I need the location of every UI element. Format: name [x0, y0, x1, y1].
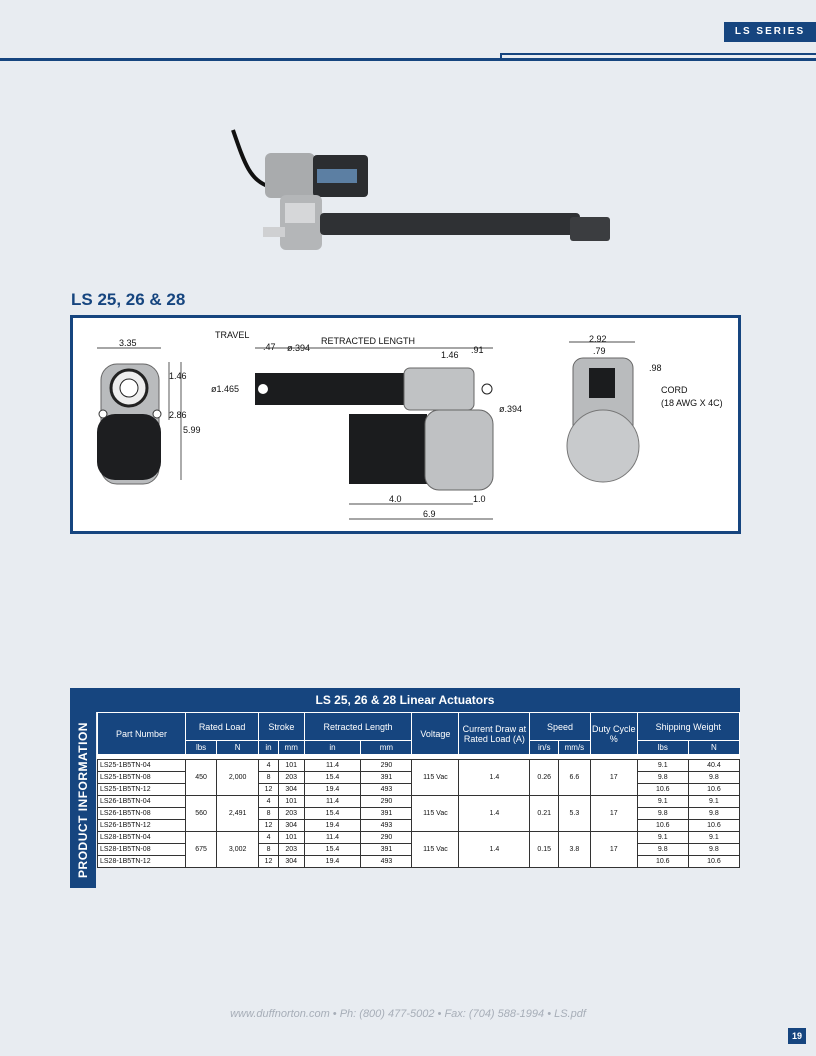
weight-n-cell: 9.8 — [688, 772, 739, 784]
page-number: 19 — [788, 1028, 806, 1044]
weight-n-cell: 10.6 — [688, 820, 739, 832]
weight-n-cell: 10.6 — [688, 784, 739, 796]
header-rule-short — [500, 53, 816, 55]
weight-lbs-cell: 9.8 — [637, 844, 688, 856]
header-part-number: Part Number — [98, 713, 186, 755]
header-shipping-weight: Shipping Weight — [637, 713, 739, 741]
duty-cycle-cell: 17 — [590, 796, 637, 832]
rated-load-lbs-cell: 675 — [186, 832, 217, 868]
stroke-in-cell: 12 — [259, 820, 279, 832]
weight-lbs-cell: 10.6 — [637, 784, 688, 796]
label-cord: CORD — [661, 385, 688, 395]
weight-n-cell: 9.8 — [688, 844, 739, 856]
part-number-cell: LS26-1B5TN-12 — [98, 820, 186, 832]
part-number-cell: LS28-1B5TN-08 — [98, 844, 186, 856]
retracted-in-cell: 19.4 — [304, 820, 361, 832]
stroke-in-cell: 12 — [259, 856, 279, 868]
current-draw-cell: 1.4 — [459, 796, 530, 832]
dim-front-1: 1.46 — [169, 371, 187, 381]
retracted-in-cell: 19.4 — [304, 856, 361, 868]
weight-n-cell: 9.8 — [688, 808, 739, 820]
weight-lbs-cell: 9.1 — [637, 760, 688, 772]
weight-n-cell: 9.1 — [688, 796, 739, 808]
current-draw-cell: 1.4 — [459, 832, 530, 868]
rated-load-n-cell: 2,491 — [217, 796, 259, 832]
voltage-cell: 115 Vac — [412, 760, 459, 796]
part-number-cell: LS28-1B5TN-04 — [98, 832, 186, 844]
dim-front-width: 3.35 — [119, 338, 137, 348]
unit-mm: mm — [278, 741, 304, 755]
header-speed: Speed — [530, 713, 590, 741]
stroke-in-cell: 8 — [259, 772, 279, 784]
stroke-in-cell: 8 — [259, 844, 279, 856]
dim-side-40: 4.0 — [389, 494, 402, 504]
part-number-cell: LS26-1B5TN-08 — [98, 808, 186, 820]
header-retracted-length: Retracted Length — [304, 713, 412, 741]
header-voltage: Voltage — [412, 713, 459, 755]
header-rule — [0, 58, 816, 61]
header-duty-cycle: Duty Cycle % — [590, 713, 637, 755]
retracted-mm-cell: 493 — [361, 784, 412, 796]
unit-mm-2: mm — [361, 741, 412, 755]
part-number-cell: LS25-1B5TN-04 — [98, 760, 186, 772]
end-view — [567, 334, 723, 482]
stroke-mm-cell: 101 — [278, 796, 304, 808]
header-rated-load: Rated Load — [186, 713, 259, 741]
side-label: PRODUCT INFORMATION — [76, 722, 90, 878]
table-row — [98, 760, 740, 772]
rated-load-n-cell: 2,000 — [217, 760, 259, 796]
section-title: LS 25, 26 & 28 — [71, 290, 186, 309]
stroke-in-cell: 4 — [259, 760, 279, 772]
stroke-in-cell: 4 — [259, 796, 279, 808]
table-title: LS 25, 26 & 28 Linear Actuators — [70, 688, 740, 712]
unit-n-2: N — [688, 741, 739, 755]
dim-front-3: 5.99 — [183, 425, 201, 435]
retracted-in-cell: 11.4 — [304, 760, 361, 772]
dim-side-10: 1.0 — [473, 494, 486, 504]
dim-side-dia: ø1.465 — [211, 384, 240, 394]
actuator-photo — [225, 125, 625, 265]
weight-lbs-cell: 9.8 — [637, 808, 688, 820]
stroke-mm-cell: 203 — [278, 808, 304, 820]
stroke-mm-cell: 304 — [278, 856, 304, 868]
retracted-mm-cell: 493 — [361, 820, 412, 832]
speed-mm-cell: 3.8 — [559, 832, 591, 868]
dim-side-91: .91 — [471, 345, 484, 355]
retracted-mm-cell: 290 — [361, 796, 412, 808]
retracted-mm-cell: 391 — [361, 844, 412, 856]
footer-contact: www.duffnorton.com • Ph: (800) 477-5002 • Fax: (704) 588-1994 • LS.pdf — [230, 1008, 586, 1020]
stroke-in-cell: 8 — [259, 808, 279, 820]
part-number-cell: LS28-1B5TN-12 — [98, 856, 186, 868]
speed-mm-cell: 6.6 — [559, 760, 591, 796]
table-row — [98, 832, 740, 844]
retracted-mm-cell: 290 — [361, 760, 412, 772]
part-number-cell: LS25-1B5TN-08 — [98, 772, 186, 784]
weight-lbs-cell: 9.1 — [637, 796, 688, 808]
retracted-in-cell: 15.4 — [304, 844, 361, 856]
header-stroke: Stroke — [259, 713, 304, 741]
part-number-cell: LS25-1B5TN-12 — [98, 784, 186, 796]
weight-n-cell: 10.6 — [688, 856, 739, 868]
speed-mm-cell: 5.3 — [559, 796, 591, 832]
spec-table — [97, 712, 740, 868]
weight-lbs-cell: 10.6 — [637, 856, 688, 868]
retracted-in-cell: 11.4 — [304, 832, 361, 844]
front-view — [97, 338, 201, 484]
stroke-in-cell: 12 — [259, 784, 279, 796]
speed-in-cell: 0.21 — [530, 796, 559, 832]
weight-lbs-cell: 10.6 — [637, 820, 688, 832]
side-tab — [70, 712, 96, 888]
weight-lbs-cell: 9.1 — [637, 832, 688, 844]
stroke-mm-cell: 304 — [278, 784, 304, 796]
retracted-mm-cell: 391 — [361, 772, 412, 784]
retracted-in-cell: 19.4 — [304, 784, 361, 796]
rated-load-n-cell: 3,002 — [217, 832, 259, 868]
stroke-mm-cell: 101 — [278, 760, 304, 772]
dim-side-146: 1.46 — [441, 350, 459, 360]
speed-in-cell: 0.15 — [530, 832, 559, 868]
dim-side-hole2: ø.394 — [499, 404, 523, 414]
dim-end-292: 2.92 — [589, 334, 607, 344]
side-view — [211, 330, 522, 519]
dim-end-79: .79 — [593, 346, 606, 356]
dim-side-69: 6.9 — [423, 509, 436, 519]
retracted-in-cell: 15.4 — [304, 772, 361, 784]
rated-load-lbs-cell: 560 — [186, 796, 217, 832]
speed-in-cell: 0.26 — [530, 760, 559, 796]
retracted-mm-cell: 493 — [361, 856, 412, 868]
table-row — [98, 796, 740, 808]
unit-lbs-2: lbs — [637, 741, 688, 755]
current-draw-cell: 1.4 — [459, 760, 530, 796]
unit-in-2: in — [304, 741, 361, 755]
unit-in-s: in/s — [530, 741, 559, 755]
series-tab: LS SERIES — [724, 22, 816, 42]
header-current-draw: Current Draw at Rated Load (A) — [459, 713, 530, 755]
stroke-mm-cell: 101 — [278, 832, 304, 844]
stroke-mm-cell: 203 — [278, 844, 304, 856]
label-cord-spec: (18 AWG X 4C) — [661, 398, 723, 408]
stroke-mm-cell: 203 — [278, 772, 304, 784]
weight-n-cell: 9.1 — [688, 832, 739, 844]
weight-n-cell: 40.4 — [688, 760, 739, 772]
label-retracted-length: RETRACTED LENGTH — [321, 336, 416, 346]
retracted-in-cell: 11.4 — [304, 796, 361, 808]
rated-load-lbs-cell: 450 — [186, 760, 217, 796]
stroke-in-cell: 4 — [259, 832, 279, 844]
weight-lbs-cell: 9.8 — [637, 772, 688, 784]
unit-in: in — [259, 741, 279, 755]
dim-side-hole1: ø.394 — [287, 343, 311, 353]
unit-lbs: lbs — [186, 741, 217, 755]
retracted-mm-cell: 391 — [361, 808, 412, 820]
voltage-cell: 115 Vac — [412, 832, 459, 868]
part-number-cell: LS26-1B5TN-04 — [98, 796, 186, 808]
label-travel: TRAVEL — [215, 330, 250, 340]
unit-mm-s: mm/s — [559, 741, 591, 755]
retracted-mm-cell: 290 — [361, 832, 412, 844]
dim-end-98: .98 — [649, 363, 662, 373]
voltage-cell: 115 Vac — [412, 796, 459, 832]
dim-front-2: 2.86 — [169, 410, 187, 420]
stroke-mm-cell: 304 — [278, 820, 304, 832]
dimension-drawing — [73, 318, 738, 531]
duty-cycle-cell: 17 — [590, 832, 637, 868]
retracted-in-cell: 15.4 — [304, 808, 361, 820]
dimension-diagram — [70, 315, 741, 534]
dim-side-47: .47 — [263, 342, 276, 352]
duty-cycle-cell: 17 — [590, 760, 637, 796]
unit-n: N — [217, 741, 259, 755]
